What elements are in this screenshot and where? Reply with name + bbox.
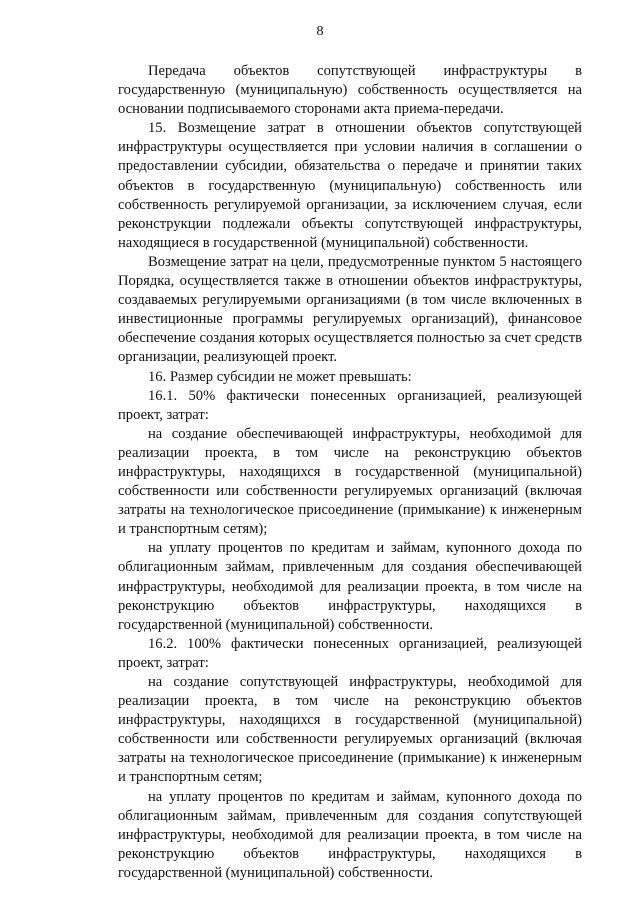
- document-body: [118, 62, 582, 883]
- paragraph-16-subsidy-limit: 16. Размер субсидии не может превышать:: [148, 368, 412, 385]
- paragraph-16-1-heading: 16.1. 50% фактически понесенных организацией, реализующей проект, затрат:: [118, 387, 582, 423]
- paragraph-16-2-creation: на создание сопутствующей инфраструктуры, необходимой для реализации проекта, в том числе на реконструкцию объектов инфраструктуры, находящихся в государственной (муниципальной) собственности или собственности регулируемых организаций (включая затраты на технологическое присоединение (примыкание) к инженерным и транспортным сетям;: [118, 674, 582, 786]
- paragraph-16-2-heading: 16.2. 100% фактически понесенных организацией, реализующей проект, затрат:: [118, 635, 582, 671]
- paragraph-16-1-interest: на уплату процентов по кредитам и займам, купонного дохода по облигационным займам, привлеченным для создания обеспечивающей инфраструктуры, необходимой для реализации проекта, в том числе на реконструкцию объектов инфраструктуры, находящихся в государственной (муниципальной) собственности.: [118, 540, 582, 633]
- paragraph-16-1-creation: на создание обеспечивающей инфраструктуры, необходимой для реализации проекта, в том числе на реконструкцию объектов инфраструктуры, находящихся в государственной (муниципальной) собственности или собственности регулируемых организаций (включая затраты на технологическое присоединение (примыкание) к инженерным и транспортным сетям);: [118, 425, 582, 538]
- paragraph-15-cost-reimbursement: 15. Возмещение затрат в отношении объектов сопутствующей инфраструктуры осуществляется при условии наличия в соглашении о предоставлении субсидии, обязательства о передаче и принятии таких объектов в государственную (муниципальную) собственность или собственность регулируемой организации, за исключением случая, если реконструкции подлежали объекты сопутствующей инфраструктуры, находящиеся в государственной (муниципальной) собственности.: [118, 120, 582, 251]
- paragraph-reimbursement-regulated-orgs: Возмещение затрат на цели, предусмотренные пунктом 5 настоящего Порядка, осуществляется также в отношении объектов инфраструктуры, создаваемых регулируемыми организациями (в том числе включенных в инвестиционные программы регулируемых организаций), финансовое обеспечение создания которых осуществляется полностью за счет средств организации, реализующей проект.: [118, 253, 582, 366]
- page-number: 8: [316, 24, 324, 39]
- paragraph-16-2-interest: на уплату процентов по кредитам и займам, купонного дохода по облигационным займам, привлеченным для создания сопутствующей инфраструктуры, необходимой для реализации проекта, в том числе на реконструкцию объектов инфраструктуры, находящихся в государственной (муниципальной) собственности.: [118, 788, 582, 881]
- paragraph-transfer-act: Передача объектов сопутствующей инфраструктуры в государственную (муниципальную) собственность осуществляется на основании подписываемого сторонами акта приема-передачи.: [118, 63, 582, 118]
